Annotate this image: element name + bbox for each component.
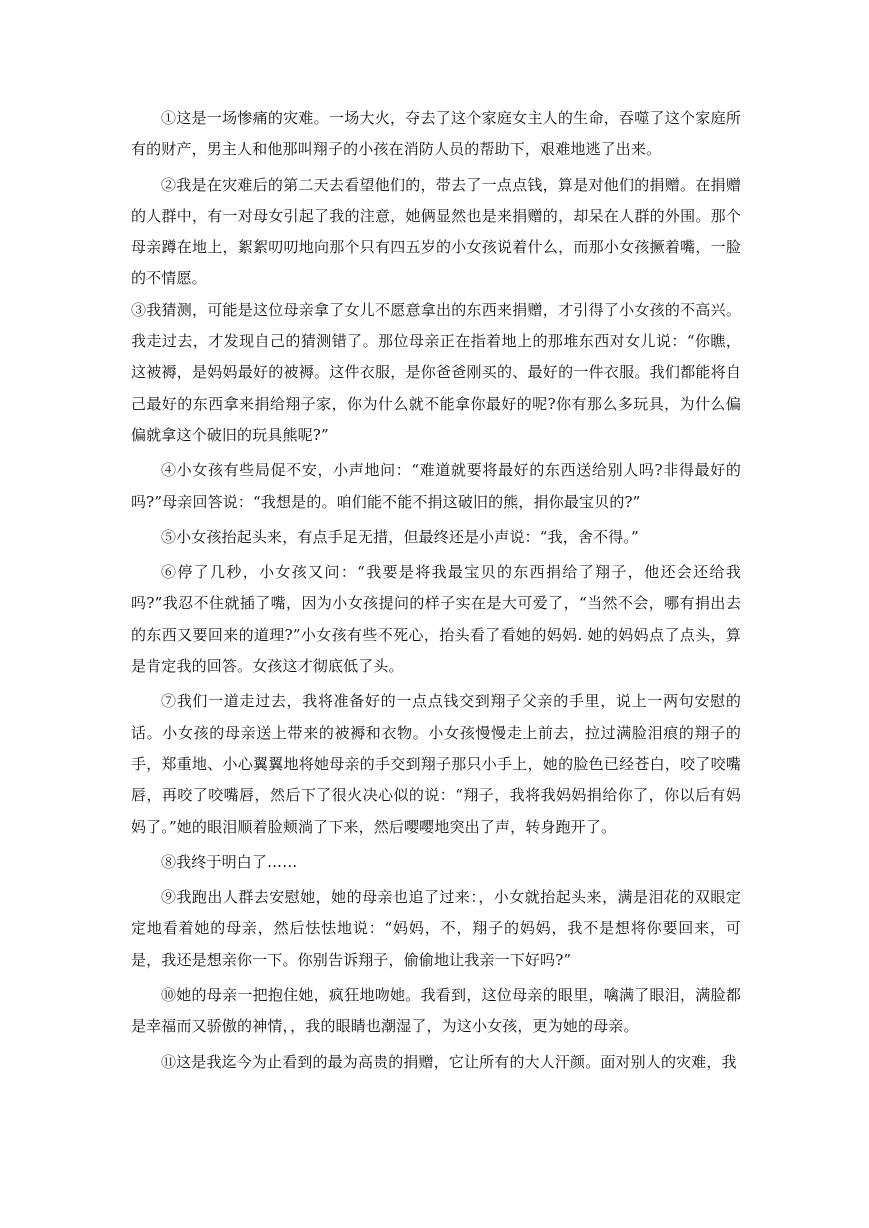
paragraph-9: ⑨我跑出人群去安慰她，她的母亲也追了过来：，小女就抬起头来，满是泪花的双眼定定地看着她的母亲，然后怯怯地说：“妈妈，不，翔子的妈妈，我不是想将你要回来，可是，我还是想亲你一下。你别告诉翔子，偷偷地让我亲一下好吗?” (131, 888, 741, 969)
article-body (131, 103, 741, 1078)
paragraph-10: ⑩她的母亲一把抱住她，疯狂地吻她。我看到，这位母亲的眼里，噙满了眼泪，满脸都是幸福而又骄傲的神情，，我的眼睛也潮湿了，为这小女孩，更为她的母亲。 (131, 986, 741, 1036)
paragraph-7: ⑦我们一道走过去，我将准备好的一点点钱交到翔子父亲的手里，说上一两句安慰的话。小女孩的母亲送上带来的被褥和衣物。小女孩慢慢走上前去，拉过满脸泪痕的翔子的手，郑重地、小心翼翼地将她母亲的手交到翔子那只小手上，她的脸色已经苍白，咬了咬嘴唇，再咬了咬嘴唇，然后下了很火决心似的说：“翔子，我将我妈妈捐给你了，你以后有妈妈了。”她的眼泪顺着脸颊淌了下来，然后嘤嘤地突出了声，转身跑开了。 (131, 692, 741, 836)
paragraph-8: ⑧我终于明白了…… (161, 852, 298, 871)
paragraph-3: ③我猜测，可能是这位母亲拿了女儿不愿意拿出的东西来捐赠，才引得了小女孩的不高兴。我走过去，才发现自己的猜测错了。那位母亲正在指着地上的那堆东西对女儿说：“你瞧，这被褥，是妈妈最好的被褥。这件衣服，是你爸爸刚买的、最好的一件衣服。我们都能将自己最好的东西拿来捐给翔子家，你为什么就不能拿你最好的呢?你有那么多玩具，为什么偏偏就拿这个破旧的玩具熊呢?” (131, 300, 741, 444)
paragraph-5: ⑤小女孩抬起头来，有点手足无措，但最终还是小声说：“我，舍不得。” (161, 527, 639, 546)
paragraph-1: ①这是一场惨痛的灾难。一场大火，夺去了这个家庭女主人的生命，吞噬了这个家庭所有的财产，男主人和他那叫翔子的小孩在消防人员的帮助下，艰难地逃了出来。 (131, 109, 741, 159)
paragraph-4: ④小女孩有些局促不安，小声地问：“难道就要将最好的东西送给别人吗?非得最好的吗?”母亲回答说：“我想是的。咱们能不能不捐这破旧的熊，捐你最宝贝的?” (131, 461, 741, 511)
paragraph-6: ⑥停了几秒，小女孩又问：“我要是将我最宝贝的东西捐给了翔子，他还会还给我吗?”我忍不住就插了嘴，因为小女孩提问的样子实在是大可爱了，“当然不会，哪有捐出去的东西又要回来的道理?”小女孩有些不死心，抬头看了看她的妈妈. 她的妈妈点了点头，算是肯定我的回答。女孩这才彻底低了头。 (131, 563, 741, 676)
paragraph-2: ②我是在灾难后的第二天去看望他们的，带去了一点点钱，算是对他们的捐赠。在捐赠的人群中，有一对母女引起了我的注意，她俩显然也是来捐赠的，却呆在人群的外围。那个母亲蹲在地上，絮絮叨叨地向那个只有四五岁的小女孩说着什么，而那小女孩撅着嘴，一脸的不情愿。 (131, 175, 741, 288)
paragraph-11: ⑪这是我迄今为止看到的最为高贵的捐赠，它让所有的大人汗颜。面对别人的灾难，我 (161, 1052, 737, 1071)
